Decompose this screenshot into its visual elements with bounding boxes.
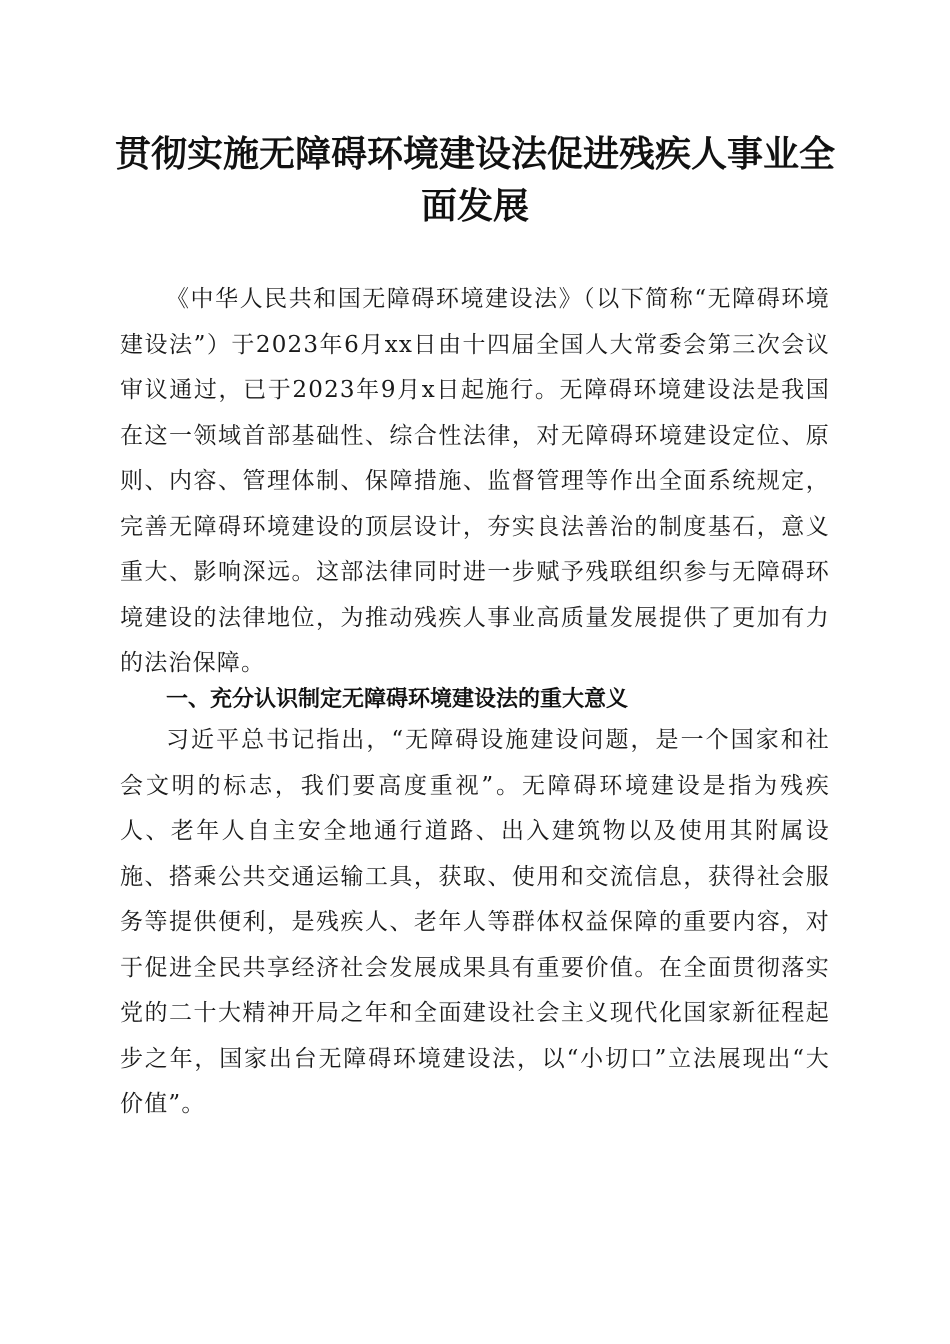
section-paragraph: 习近平总书记指出，“无障碍设施建设问题，是一个国家和社会文明的标志，我们要高度重视”。无障碍环境建设是指为残疾人、老年人自主安全地通行道路、出入建筑物以及使用其附属设施、搭乘公共交通运输工具，获取、使用和交流信息，获得社会服务等提供便利，是残疾人、老年人等群体权益保障的重要内容，对于促进全民共享经济社会发展成果具有重要价值。在全面贯彻落实党的二十大精神开局之年和全面建设社会主义现代化国家新征程起步之年，国家出台无障碍环境建设法，以“小切口”立法展现出“大价值”。 [120,727,830,1117]
document-title: 贯彻实施无障碍环境建设法促进残疾人事业全面发展 [114,133,835,227]
intro-paragraph: 《中华人民共和国无障碍环境建设法》（以下简称“无障碍环境建设法”）于2023年6月xx日由十四届全国人大常委会第三次会议审议通过，已于2023年9月x日起施行。无障碍环境建设法是我国在这一领域首部基础性、综合性法律，对无障碍环境建设定位、原则、内容、管理体制、保障措施、监督管理等作出全面系统规定，完善无障碍环境建设的顶层设计，夯实良法善治的制度基石，意义重大、影响深远。这部法律同时进一步赋予残联组织参与无障碍环境建设的法律地位，为推动残疾人事业高质量发展提供了更加有力的法治保障。 [120,286,830,676]
section-heading: 一、充分认识制定无障碍环境建设法的重大意义 [166,687,629,712]
